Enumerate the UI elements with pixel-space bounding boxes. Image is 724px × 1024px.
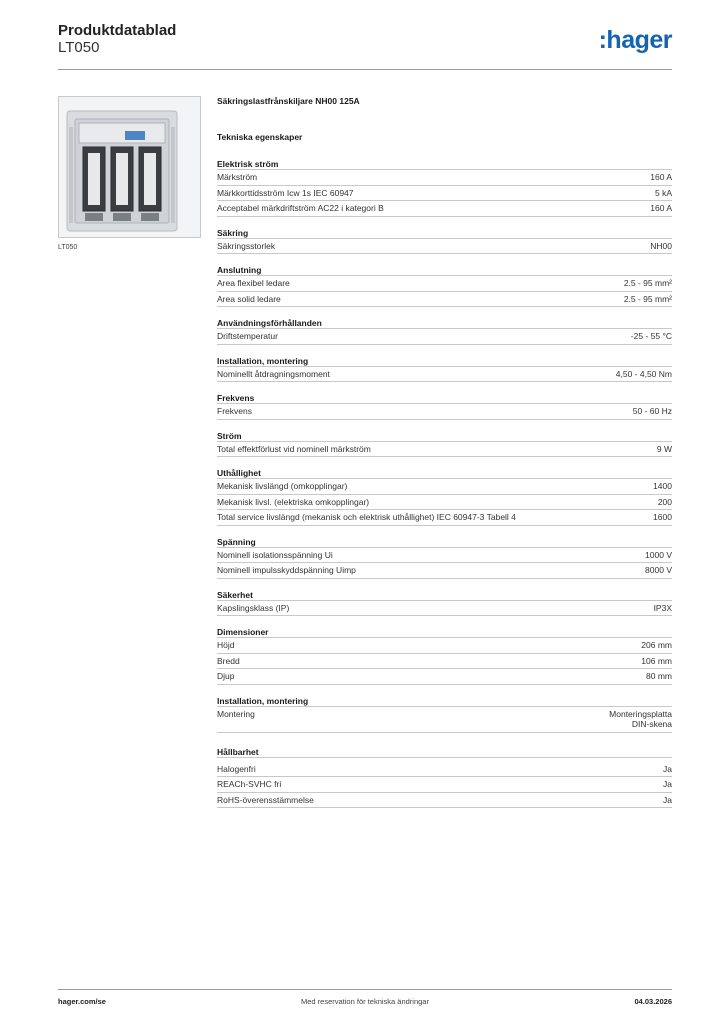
spec-value: 80 mm bbox=[646, 671, 672, 681]
spec-value: 50 - 60 Hz bbox=[632, 406, 672, 416]
spec-row bbox=[217, 201, 672, 217]
footer-disclaimer: Med reservation för tekniska ändringar bbox=[301, 997, 429, 1006]
spec-label: Höjd bbox=[217, 640, 235, 650]
spec-value: 1600 bbox=[653, 512, 672, 522]
spec-row bbox=[217, 186, 672, 202]
section-title: Hållbarhet bbox=[217, 747, 672, 758]
spec-label: Märkström bbox=[217, 172, 258, 182]
spec-value: 1000 V bbox=[645, 549, 672, 560]
spec-value: 9 W bbox=[656, 443, 672, 454]
spec-label: Säkringsstorlek bbox=[217, 240, 276, 251]
spec-value: IP3X bbox=[653, 602, 672, 613]
spec-label: REACh-SVHC fri bbox=[217, 779, 282, 789]
spec-label: Bredd bbox=[217, 655, 240, 666]
section-title: Spänning bbox=[217, 537, 672, 548]
spec-sections bbox=[217, 159, 672, 808]
spec-label: Nominell impulsskyddspänning Uimp bbox=[217, 565, 356, 575]
spec-row bbox=[217, 762, 672, 778]
spec-row bbox=[217, 495, 672, 511]
spec-row bbox=[217, 292, 672, 308]
page-header bbox=[58, 22, 672, 70]
spec-row bbox=[217, 793, 672, 809]
spec-row bbox=[217, 329, 672, 345]
spec-value: 160 A bbox=[650, 172, 672, 182]
spec-row bbox=[217, 654, 672, 670]
spec-row bbox=[217, 170, 672, 186]
spec-row bbox=[217, 669, 672, 685]
product-image bbox=[58, 96, 201, 238]
section-title: Användningsförhållanden bbox=[217, 318, 672, 329]
section-title: Uthållighet bbox=[217, 468, 672, 479]
spec-value: Ja bbox=[663, 779, 672, 789]
spec-label: Mekanisk livsl. (elektriska omkopplingar) bbox=[217, 496, 370, 507]
product-code: LT050 bbox=[58, 39, 100, 56]
fuse-switch-illustration bbox=[59, 97, 200, 237]
spec-label: Montering bbox=[217, 708, 255, 719]
section-gap bbox=[217, 733, 672, 747]
spec-row bbox=[217, 777, 672, 793]
spec-label: Djup bbox=[217, 671, 235, 681]
spec-label: Total service livslängd (mekanisk och elektrisk uthållighet) IEC 60947-3 Tabell 4 bbox=[217, 512, 516, 522]
spec-heading: Tekniska egenskaper bbox=[217, 132, 303, 142]
spec-label: Driftstemperatur bbox=[217, 331, 278, 341]
section-gap bbox=[217, 345, 672, 356]
spec-value: 160 A bbox=[650, 203, 672, 213]
spec-row bbox=[217, 479, 672, 495]
spec-value: 8000 V bbox=[645, 565, 672, 575]
section-gap bbox=[217, 307, 672, 318]
spec-row bbox=[217, 276, 672, 292]
spec-label: Nominell isolationsspänning Ui bbox=[217, 549, 333, 560]
spec-row bbox=[217, 442, 672, 458]
specifications bbox=[217, 96, 672, 808]
spec-row bbox=[217, 239, 672, 255]
spec-label: Acceptabel märkdriftström AC22 i kategori B bbox=[217, 203, 384, 213]
spec-value: 206 mm bbox=[641, 640, 672, 650]
spec-value: 106 mm bbox=[641, 655, 672, 666]
page-footer bbox=[58, 989, 672, 1006]
spec-row bbox=[217, 601, 672, 617]
spec-value: Ja bbox=[663, 763, 672, 774]
footer-website: hager.com/se bbox=[58, 997, 106, 1006]
spec-value: 200 bbox=[657, 496, 672, 507]
section-gap bbox=[217, 382, 672, 393]
spec-label: Kapslingsklass (IP) bbox=[217, 602, 290, 613]
section-gap bbox=[217, 457, 672, 468]
section-title: Ström bbox=[217, 431, 672, 442]
spec-row bbox=[217, 707, 672, 733]
section-title: Installation, montering bbox=[217, 356, 672, 367]
spec-value: 2.5 - 95 mm² bbox=[623, 293, 672, 304]
section-title: Installation, montering bbox=[217, 696, 672, 707]
spec-row bbox=[217, 563, 672, 579]
footer-date: 04.03.2026 bbox=[634, 997, 672, 1006]
section-gap bbox=[217, 685, 672, 696]
document-title: Produktdatablad bbox=[58, 22, 177, 39]
section-title: Frekvens bbox=[217, 393, 672, 404]
hager-logo: :hager bbox=[598, 26, 672, 54]
section-gap bbox=[217, 420, 672, 431]
spec-label: Area solid ledare bbox=[217, 293, 281, 304]
section-gap bbox=[217, 526, 672, 537]
spec-row bbox=[217, 404, 672, 420]
spec-value: Monteringsplatta DIN-skena bbox=[609, 708, 672, 729]
section-gap bbox=[217, 254, 672, 265]
spec-label: Area flexibel ledare bbox=[217, 278, 290, 288]
section-title: Säkring bbox=[217, 228, 672, 239]
spec-label: Total effektförlust vid nominell märkström bbox=[217, 443, 371, 454]
spec-label: RoHS-överensstämmelse bbox=[217, 794, 314, 805]
spec-row bbox=[217, 367, 672, 383]
section-gap bbox=[217, 616, 672, 627]
spec-row bbox=[217, 548, 672, 564]
spec-value: NH00 bbox=[650, 240, 672, 251]
spec-label: Halogenfri bbox=[217, 763, 256, 774]
section-title: Säkerhet bbox=[217, 590, 672, 601]
section-title: Anslutning bbox=[217, 265, 672, 276]
spec-label: Mekanisk livslängd (omkopplingar) bbox=[217, 481, 348, 491]
spec-label: Märkkorttidsström Icw 1s IEC 60947 bbox=[217, 187, 354, 198]
spec-label: Nominellt åtdragningsmoment bbox=[217, 368, 330, 379]
section-gap bbox=[217, 579, 672, 590]
section-title: Elektrisk ström bbox=[217, 159, 672, 170]
spec-value: 2.5 - 95 mm² bbox=[623, 278, 672, 288]
spec-value: 5 kA bbox=[654, 187, 672, 198]
spec-label: Frekvens bbox=[217, 406, 252, 416]
spec-row bbox=[217, 510, 672, 526]
spec-value: 4,50 - 4,50 Nm bbox=[615, 368, 672, 379]
image-caption: LT050 bbox=[58, 244, 78, 251]
spec-value: Ja bbox=[663, 794, 672, 805]
spec-row bbox=[217, 638, 672, 654]
spec-value: 1400 bbox=[653, 481, 672, 491]
spec-value: -25 - 55 °C bbox=[630, 331, 672, 341]
product-title: Säkringslastfrånskiljare NH00 125A bbox=[217, 96, 360, 106]
section-title: Dimensioner bbox=[217, 627, 672, 638]
section-gap bbox=[217, 217, 672, 228]
